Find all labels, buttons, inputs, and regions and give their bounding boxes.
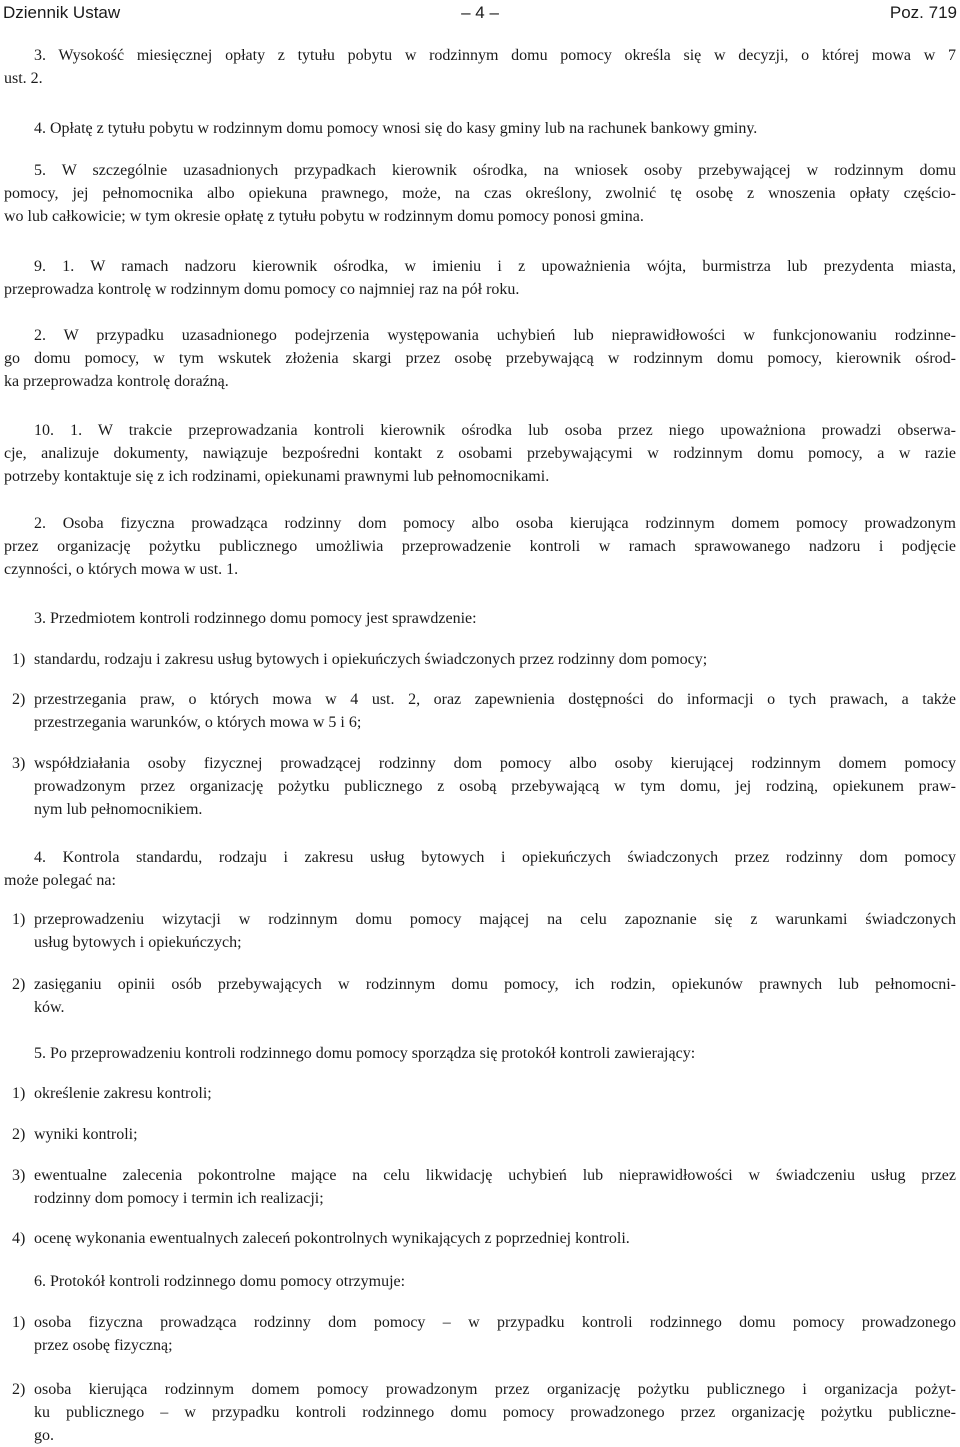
document-page: Dziennik Ustaw – 4 – Poz. 719 3. Wysokość miesięcznej opłaty z tytułu pobytu w rodzinnym domu pomocy określa się w decyzji, o której mowa w 7 ust. 2. 4. Opłatę z tytułu pobytu w rodzinnym domu pomocy wnosi się do kasy gminy lub na rachunek bankowy gminy. 5. W szczególnie uzasadnionych przypadkach kierownik ośrodka, na wniosek osoby przebywającej w rodzinnym domu pomocy, jej pełnomocnika albo opiekuna prawnego, może, na czas określony, zwolnić tę osobę z wnoszenia opłaty częścio- wo lub całkowicie; w tym okresie opłatę z tytułu pobytu w rodzinnym domu pomocy ponosi gmina. 9. 1. W ramach nadzoru kierownik ośrodka, w imieniu i z upoważnienia wójta, burmistrza lub prezydenta miasta, przeprowadza kontrolę w rodzinnym domu pomocy co najmniej raz na pół roku. 2. W przypadku uzasadnionego podejrzenia występowania uchybień lub nieprawidłowości w funkcjonowaniu rodzinne- go domu pomocy, w tym wskutek złożenia skargi przez osobę przebywającą w rodzinnym domu pomocy, kierownik ośrod- ka przeprowadza kontrolę doraźną. 10. 1. W trakcie przeprowadzania kontroli kierownik ośrodka lub osoba przez niego upoważniona prowadzi obserwa- cje, analizuje dokumenty, nawiązuje bezpośredni kontakt z osobami przebywającymi w rodzinnym domu pomocy, a w razie potrzeby kontaktuje się z ich rodzinami, opiekunami prawnymi lub pełnomocnikami. 2. Osoba fizyczna prowadząca rodzinny dom pomocy albo osoba kierująca rodzinnym domem pomocy prowadzonym przez organizację pożytku publicznego umożliwia przeprowadzenie kontroli w ramach sprawowanego nadzoru i podjęcie czynności, o których mowa w ust. 1. 3. Przedmiotem kontroli rodzinnego domu pomocy jest sprawdzenie: 1) standardu, rodzaju i zakresu usług bytowych i opiekuńczych świadczonych przez rodzinny dom pomocy; 2) przestrzegania praw, o których mowa w 4 ust. 2, oraz zapewnienia dostępności do informacji o tych prawach, a także przestrzegania warunków, o których mowa w 5 i 6; 3) współdziałania osoby fizycznej prowadzącej rodzinny dom pomocy albo osoby kierującej rodzinnym domem pomocy prowadzonym przez organizację pożytku publicznego z osobą przebywającą w tym domu, jej rodziną, opiekunem praw- nym lub pełnomocnikiem. 4. Kontrola standardu, rodzaju i zakresu usług bytowych i opiekuńczych świadczonych przez rodzinny dom pomocy może polegać na: 1) przeprowadzeniu wizytacji w rodzinnym domu pomocy mającej na celu zapoznanie się z warunkami świadczonych usług bytowych i opiekuńczych; 2) zasięganiu opinii osób przebywających w rodzinnym domu pomocy, ich rodzin, opiekunów prawnych lub pełnomocni- ków. 5. Po przeprowadzeniu kontroli rodzinnego domu pomocy sporządza się protokół kontroli zawierający: 1) określenie zakresu kontroli; 2) wyniki kontroli; 3) ewentualne zalecenia pokontrolne mające na celu likwidację uchybień lub nieprawidłowości w świadczeniu usług przez rodzinny dom pomocy i termin ich realizacji; 4) ocenę wykonania ewentualnych zaleceń pokontrolnych wynikających z poprzedniej kontroli. 6. Protokół kontroli rodzinnego domu pomocy otrzymuje: 1) osoba fizyczna prowadząca rodzinny dom pomocy – w przypadku kontroli rodzinnego domu pomocy prowadzonego przez osobę fizyczną; 2) osoba kierująca rodzinnym domem pomocy prowadzonym przez organizację pożytku publicznego i organizacja pożyt- ku publicznego – w przypadku kontroli rodzinnego domu pomocy prowadzonego przez organizację pożytku publiczne- go. [3,3,957,1444]
paragraph-8-4: 4. Opłatę z tytułu pobytu w rodzinnym domu pomocy wnosi się do kasy gminy lub na rachunek bankowy gminy. [34,120,758,137]
page-number: – 4 – [461,3,499,22]
paragraph-8-3: 3. Wysokość miesięcznej opłaty z tytułu pobytu w rodzinnym domu pomocy określa się w decyzji, o której mowa w 7 ust. 2. [4,47,956,87]
page-header [3,1,957,25]
journal-title: Dziennik Ustaw [3,3,121,22]
paragraph-10-5: 5. Po przeprowadzeniu kontroli rodzinnego domu pomocy sporządza się protokół kontroli zawierający: [34,1045,696,1062]
position-number: Poz. 719 [889,3,957,22]
paragraph-10-6: 6. Protokół kontroli rodzinnego domu pomocy otrzymuje: [34,1273,406,1290]
paragraph-8-5: 5. W szczególnie uzasadnionych przypadkach kierownik ośrodka, na wniosek osoby przebywającej w rodzinnym domu pomocy, jej pełnomocnika albo opiekuna prawnego, może, na czas określony, zwolnić tę osobę z wnoszenia opłaty częścio- wo lub całkowicie; w tym okresie opłatę z tytułu pobytu w rodzinnym domu pomocy ponosi gmina. [4,162,956,225]
paragraph-10-2: 2. Osoba fizyczna prowadząca rodzinny dom pomocy albo osoba kierująca rodzinnym domem pomocy prowadzonym przez organizację pożytku publicznego umożliwia przeprowadzenie kontroli w ramach sprawowanego nadzoru i podjęcie czynności, o których mowa w ust. 1. [4,515,956,578]
paragraph-10-4: 4. Kontrola standardu, rodzaju i zakresu usług bytowych i opiekuńczych świadczonych przez rodzinny dom pomocy może polegać na: [4,849,956,889]
paragraph-10-3: 3. Przedmiotem kontroli rodzinnego domu pomocy jest sprawdzenie: [34,610,477,627]
paragraph-9-1: 9. 1. W ramach nadzoru kierownik ośrodka, w imieniu i z upoważnienia wójta, burmistrza lub prezydenta miasta, przeprowadza kontrolę w rodzinnym domu pomocy co najmniej raz na pół roku. [4,258,956,298]
paragraph-10-1: 10. 1. W trakcie przeprowadzania kontroli kierownik ośrodka lub osoba przez niego upoważniona prowadzi obserwa- cje, analizuje dokumenty, nawiązuje bezpośredni kontakt z osobami przebywającymi w rodzinnym domu pomocy, a w razie potrzeby kontaktuje się z ich rodzinami, opiekunami prawnymi lub pełnomocnikami. [4,422,956,485]
paragraph-9-2: 2. W przypadku uzasadnionego podejrzenia występowania uchybień lub nieprawidłowości w funkcjonowaniu rodzinne- go domu pomocy, w tym wskutek złożenia skargi przez osobę przebywającą w rodzinnym domu pomocy, kierownik ośrod- ka przeprowadza kontrolę doraźną. [4,327,956,390]
